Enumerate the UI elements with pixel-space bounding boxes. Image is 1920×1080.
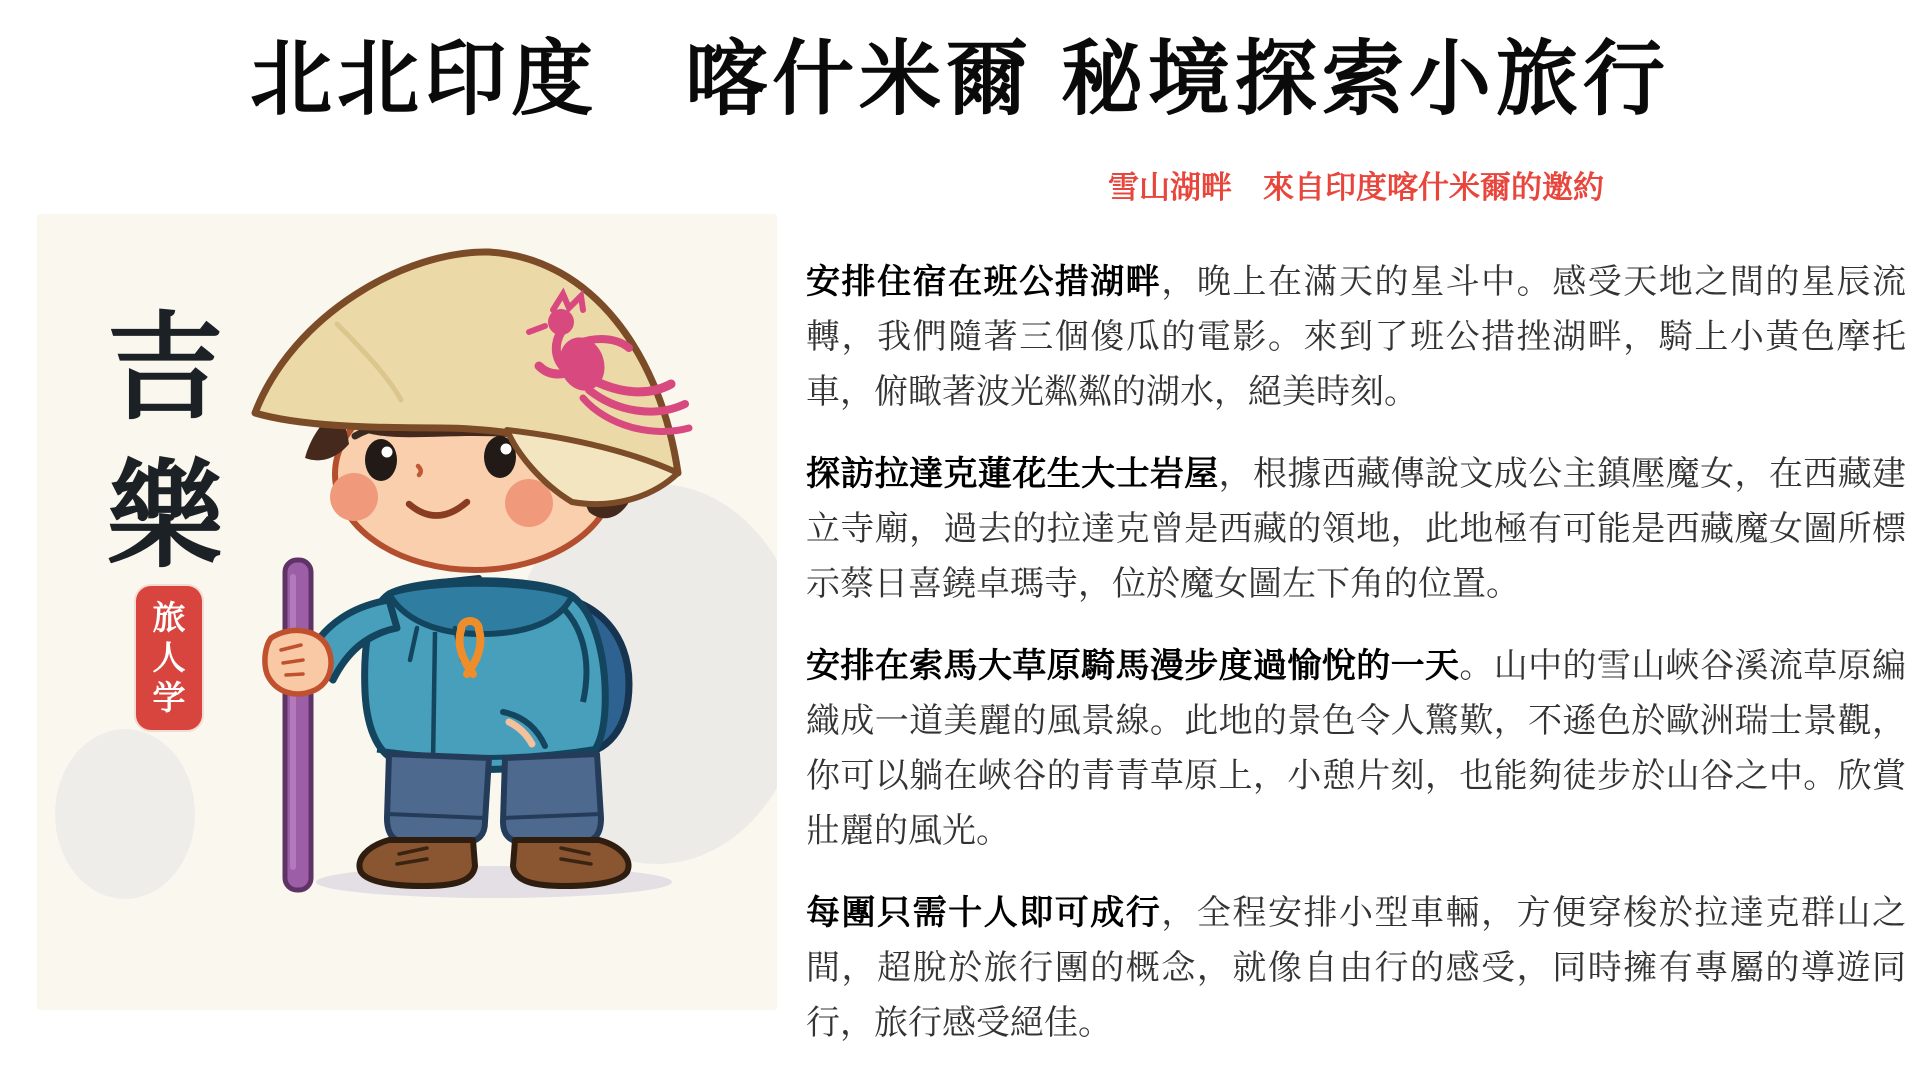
paragraph-lead: 安排在索馬大草原騎馬漫步度過愉悅的一天 (806, 647, 1460, 685)
paragraph-grassland-riding (806, 639, 1906, 859)
seal-char: 旅 (152, 599, 186, 636)
paragraph-body: ，晚上在滿天的星斗中。感受天地之間的星辰流轉，我們隨著三個傻瓜的電影。來到了班公措挫湖畔，騎上小黃色摩托車，俯瞰著波光粼粼的湖水，絕美時刻。 (806, 263, 1907, 411)
seal-char: 学 (152, 679, 186, 716)
paragraph-small-group (806, 886, 1906, 1051)
hoodie-jacket (365, 581, 606, 770)
paragraph-body: ，全程安排小型車輛，方便穿梭於拉達克群山之間，超脫於旅行團的概念，就像自由行的感受，同時擁有專屬的導遊同行，旅行感受絕佳。 (806, 894, 1907, 1042)
page-title: 北北印度 喀什米爾 秘境探索小旅行 (250, 34, 1670, 125)
walking-stick (285, 560, 311, 890)
paragraph-body: 。山中的雪山峽谷溪流草原編織成一道美麗的風景線。此地的景色令人驚歎，不遜色於歐洲瑞士景觀，你可以躺在峽谷的青青草原上，小憩片刻，也能夠徒步於山谷之中。欣賞壯麗的風光。 (806, 647, 1907, 850)
paragraph-lead: 探訪拉達克蓮花生大士岩屋 (806, 455, 1219, 493)
boy-hand (265, 630, 331, 693)
paragraph-ladakh-cave (806, 447, 1906, 612)
calligraphy-brand (95, 294, 235, 590)
red-seal-stamp (136, 586, 202, 730)
tour-description (806, 162, 1906, 1078)
paragraph-body: ，根據西藏傳說文成公主鎮壓魔女，在西藏建立寺廟，過去的拉達克曾是西藏的領地，此地極有可能是西藏魔女圖所標示蔡日喜鐃卓瑪寺，位於魔女圖左下角的位置。 (806, 455, 1907, 603)
calligraphy-char: 樂 (107, 448, 223, 584)
paragraph-lead: 安排住宿在班公措湖畔 (806, 263, 1162, 301)
paragraph-lead: 每團只需十人即可成行 (806, 894, 1162, 932)
paragraph-lake-stay (806, 255, 1906, 420)
subtitle: 雪山湖畔 來自印度喀什米爾的邀約 (1108, 170, 1604, 205)
traveler-illustration (37, 214, 777, 1010)
seal-char: 人 (152, 639, 186, 676)
calligraphy-char: 吉 (107, 300, 223, 436)
